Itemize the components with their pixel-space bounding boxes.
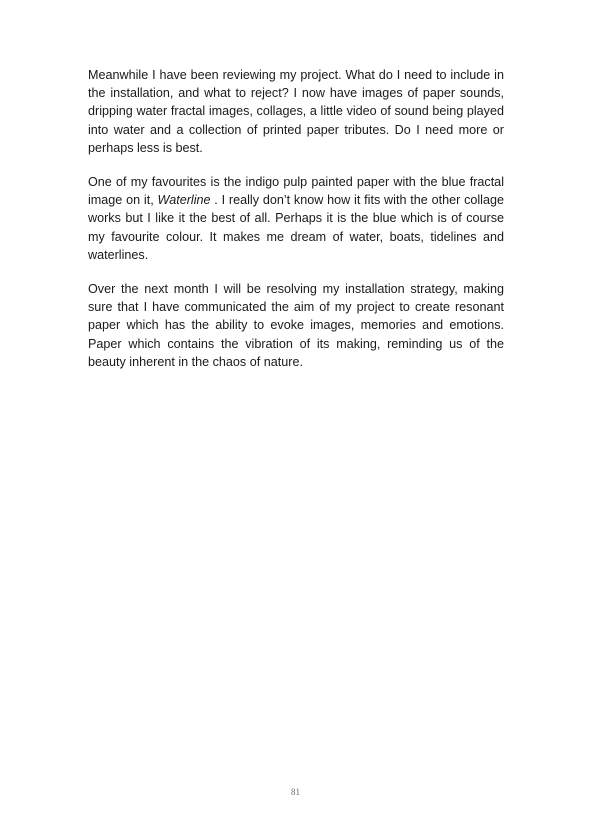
- paragraph-favourites: [88, 173, 504, 264]
- paragraph-favourites-rest: . I really don’t know how it fits with the other collage works but I like it the best of all. Perhaps it is the blue which is of course my favourite colour. It makes me dream of water, boats, tidelines and waterlines.: [88, 193, 504, 262]
- body-text: [88, 66, 504, 387]
- paragraph-strategy: Over the next month I will be resolving my installation strategy, making sure that I have communicated the aim of my project to create resonant paper which has the ability to evoke images, memories and emotions. Paper which contains the vibration of its making, reminding us of the beauty inherent in the chaos of nature.: [88, 282, 504, 369]
- paragraph-favourites-intro: One of my favourites is the indigo pulp painted paper with the blue fractal image on it,: [88, 175, 504, 208]
- artwork-title: Waterline: [157, 193, 211, 208]
- page-number: 81: [291, 787, 300, 797]
- paragraph-review: Meanwhile I have been reviewing my project. What do I need to include in the installation, and what to reject? I now have images of paper sounds, dripping water fractal images, collages, a little video of sound being played into water and a collection of printed paper tributes. Do I need more or perhaps less is best.: [88, 68, 504, 155]
